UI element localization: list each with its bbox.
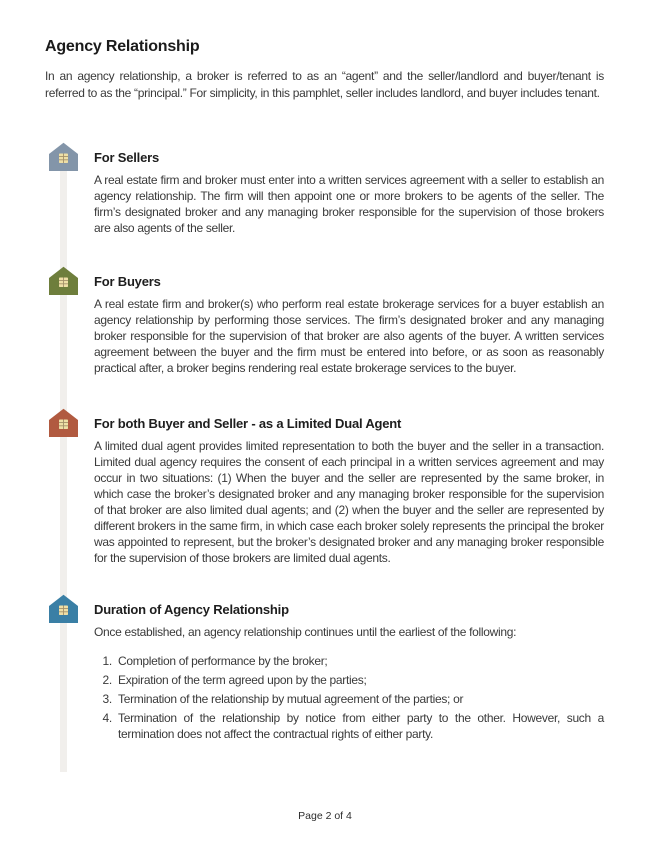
section-icon-column bbox=[48, 142, 94, 236]
termination-conditions-list bbox=[94, 653, 604, 742]
section-content bbox=[94, 266, 604, 376]
section-icon-column bbox=[48, 408, 94, 566]
section-content bbox=[94, 142, 604, 236]
page-header bbox=[0, 0, 650, 102]
section-heading: Duration of Agency Relationship bbox=[94, 602, 289, 617]
list-item: 3. Termination of the relationship by mutual agreement of the parties; or bbox=[115, 691, 604, 707]
list-item: 4. Termination of the relationship by notice from either party to the other. However, such a termination does not affect the contractual rights of either party. bbox=[115, 710, 604, 742]
section-limited-dual-agent bbox=[0, 408, 650, 566]
section-icon-column bbox=[48, 266, 94, 376]
house-icon bbox=[48, 408, 79, 438]
section-duration bbox=[0, 594, 650, 745]
section-heading: For both Buyer and Seller - as a Limited Dual Agent bbox=[94, 416, 402, 431]
page-title: Agency Relationship bbox=[45, 38, 200, 55]
sections-container bbox=[0, 142, 650, 745]
section-heading: For Sellers bbox=[94, 150, 159, 165]
intro-paragraph: In an agency relationship, a broker is referred to as an “agent” and the seller/landlord and buyer/tenant is referred to as the “principal.” For simplicity, in this pamphlet, seller includes landlord, and buyer includes tenant. bbox=[45, 69, 604, 100]
house-icon bbox=[48, 266, 79, 296]
section-body: A real estate firm and broker(s) who perform real estate brokerage services for a buyer establish an agency relationship by performing those services. The firm’s designated broker and any managing broker responsible for the supervision of that broker are also agents of the buyer. A written services agreement between the buyer and the firm must be entered into before, or as soon as reasonably practical after, a broker begins rendering real estate brokerage services to the buyer. bbox=[94, 297, 604, 375]
section-icon-column bbox=[48, 594, 94, 745]
section-content bbox=[94, 594, 604, 745]
list-item: 1. Completion of performance by the broker; bbox=[115, 653, 604, 669]
section-body: A limited dual agent provides limited representation to both the buyer and the seller in a transaction. Limited dual agency requires the consent of each principal in a written services agreement and may occur in two situations: (1) When the buyer and the seller are represented by the same broker, in which case the broker’s designated broker and any managing broker responsible for the supervision of that broker are also limited dual agents; and (2) when the buyer and the seller are represented by different brokers in the same firm, in which case each broker solely represents the principal the broker was appointed to represent, but the broker’s designated broker and any managing broker responsible for the supervision of those brokers are limited dual agents. bbox=[94, 439, 604, 565]
section-content bbox=[94, 408, 604, 566]
section-heading: For Buyers bbox=[94, 274, 161, 289]
house-icon bbox=[48, 594, 79, 624]
section-for-buyers bbox=[0, 266, 650, 376]
house-icon bbox=[48, 142, 79, 172]
section-body: Once established, an agency relationship continues until the earliest of the following: bbox=[94, 625, 517, 639]
section-for-sellers bbox=[0, 142, 650, 236]
page-number-footer: Page 2 of 4 bbox=[298, 810, 352, 822]
section-body: A real estate firm and broker must enter into a written services agreement with a seller to establish an agency relationship. The firm will then appoint one or more brokers to be agents of the seller. The firm’s designated broker and any managing broker responsible for the supervision of those brokers are also agents of the seller. bbox=[94, 173, 604, 235]
list-item: 2. Expiration of the term agreed upon by the parties; bbox=[115, 672, 604, 688]
